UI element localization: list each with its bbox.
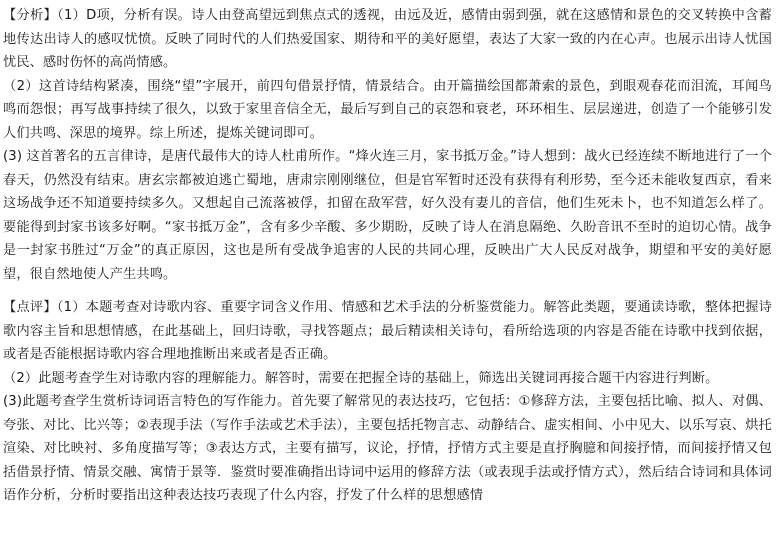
comment-paragraph-2: （2）此题考查学生对诗歌内容的理解能力。解答时，需要在把握全诗的基础上，筛选出关键词再接合题干内容进行判断。 xyxy=(3,370,719,386)
comment-paragraph-1 xyxy=(3,296,772,367)
analysis-section xyxy=(3,4,772,286)
analysis-paragraph-3: (3) 这首著名的五言律诗，是唐代最伟大的诗人杜甫所作。“烽火连三月，家书抵万金。”诗人想到：战火已经连续不断地进行了一个春天，仍然没有结束。唐玄宗都被迫逃亡蜀地，唐肃宗刚刚继位，但是官军暂时还没有获得有利形势，至今还未能收复西京，看来这场战争还不知道要持续多久。又想起自己流落被俘，扣留在敌军营，好久没有妻儿的音信，他们生死未卜，也不知道怎么样了。要能得到封家书该多好啊。“家书抵万金”，含有多少辛酸、多少期盼，反映了诗人在消息隔绝、久盼音讯不至时的迫切心情。战争是一封家书胜过“万金”的真正原因，这也是所有受战争追害的人民的共同心理，反映出广大人民反对战争，期望和平安的美好愿望，很自然地使人产生共鸣。 xyxy=(3,149,772,282)
analysis-text-1: （1）D项，分析有误。诗人由登高望远到焦点式的透视，由远及近，感情由弱到强，就在这感情和景色的交叉转换中含蓄地传达出诗人的感叹忧愤。反映了同时代的人们热爱国家、期待和平的美好愿望，表达了大家一致的内在心声。也展示出诗人忧国忧民、感时伤怀的高尚情感。 xyxy=(3,8,772,70)
section-gap xyxy=(3,286,772,296)
comment-paragraph-3: (3)此题考查学生赏析诗词语言特色的写作能力。首先要了解常见的表达技巧，它包括：①修辞方法，主要包括比喻、拟人、对偶、夸张、对比、比兴等；②表现手法（写作手法或艺术手法），主要包括托物言志、动静结合、虚实相间、小中见大、以乐写哀、烘托渲染、对比映衬、多角度描写等；③表达方式，主要有描写，议论，抒情，抒情方式主要是直抒胸臆和间接抒情，而间接抒情又包括借景抒情、情景交融、寓情于景等．鉴赏时要准确指出诗词中运用的修辞方法（或表现手法或抒情方式），然后结合诗词和具体词语作分析，分析时要指出这种表达技巧表现了什么内容，抒发了什么样的思想感情 xyxy=(3,394,772,503)
comment-text-1: （1）本题考查对诗歌内容、重要字词含义作用、情感和艺术手法的分析鉴赏能力。解答此类题，要通读诗歌，整体把握诗歌内容主旨和思想情感，在此基础上，回归诗歌，寻找答题点；最后精读相关诗句，看所给选项的内容是否能在诗歌中找到依据，或者是否能根据诗歌内容合理地推断出来或者是否正确。 xyxy=(3,300,772,362)
analysis-label: 【分析】 xyxy=(3,8,58,23)
comment-label: 【点评】 xyxy=(3,300,57,315)
comment-section xyxy=(3,296,772,508)
analysis-paragraph-1 xyxy=(3,4,772,75)
analysis-paragraph-2: （2）这首诗结构紧凑，围绕“望”字展开，前四句借景抒情，情景结合。由开篇描绘国都萧索的景色，到眼观春花而泪流，耳闻鸟鸣而怨恨；再写战事持续了很久，以致于家里音信全无，最后写到自己的哀怨和衰老，环环相生、层层递进，创造了一个能够引发人们共鸣、深思的境界。综上所述，提炼关键词即可。 xyxy=(3,78,772,141)
